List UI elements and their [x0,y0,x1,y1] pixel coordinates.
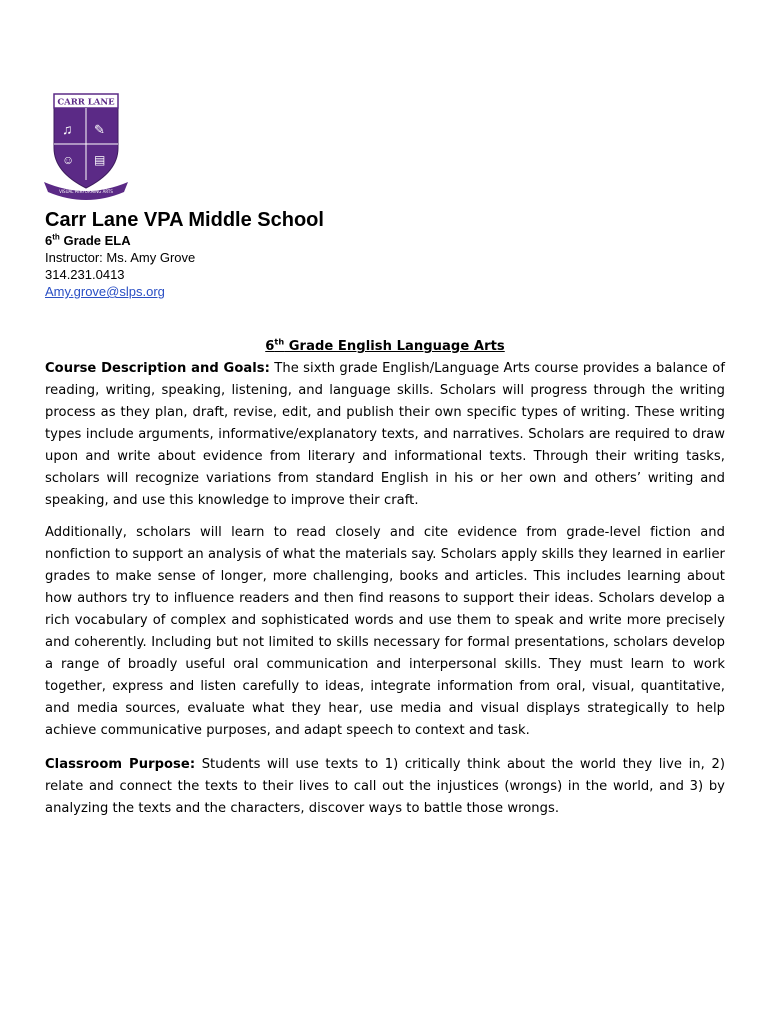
additional-paragraph: Additionally, scholars will learn to read closely and cite evidence from grade-level fiction and nonfiction to support an analysis of what the materials say. Scholars apply skills they learned in earlier grades to make sense of longer, more challenging, books and articles. This includes learning about how authors try to influence readers and then find reasons to support their ideas. Scholars develop a rich vocabulary of complex and sophisticated words and use them to speak and write more precisely and coherently. Including but not limited to skills necessary for formal presentations, scholars develop a range of broadly useful oral communication and interpersonal skills. They must learn to work together, express and listen carefully to ideas, integrate information from oral, visual, quantitative, and media sources, evaluate what they hear, use media and visual displays strategically to help achieve communicative purposes, and adapt speech to context and task. [45,525,725,738]
school-crest-logo [40,90,132,200]
crest-motto: VISUAL PERFORMING ARTS [59,189,113,194]
document-title: 6th Grade English Language Arts [265,336,505,354]
instructor-name: Instructor: Ms. Amy Grove [45,250,196,265]
theater-masks-icon: ☺ [62,153,75,167]
document-header [45,208,685,300]
course-description-label: Course Description and Goals: [45,361,270,376]
crest-name: CARR LANE [57,97,115,108]
phone-number: 314.231.0413 [45,267,125,282]
paintbrush-icon: ✎ [94,122,105,137]
book-icon: ▤ [94,153,106,167]
grade-level: 6th Grade ELA [45,232,131,248]
syllabus-body [45,336,725,820]
classroom-purpose-label: Classroom Purpose: [45,757,196,772]
school-name: Carr Lane VPA Middle School [45,209,324,231]
course-description-paragraph: Course Description and Goals: The sixth grade English/Language Arts course provides a balance of reading, writing, speaking, listening, and language skills. Scholars will progress through the writing process as they plan, draft, revise, edit, and publish their own specific types of writing. These writing types include arguments, informative/explanatory texts, and narratives. Scholars are required to draw upon and write about evidence from literary and informational texts. Through their writing tasks, scholars will recognize variations from standard English in his or her own and others’ writing and speaking, and use this knowledge to improve their craft. [45,361,725,508]
classroom-purpose-paragraph: Classroom Purpose: Students will use texts to 1) critically think about the world they live in, 2) relate and connect the texts to their lives to call out the injustices (wrongs) in the world, and 3) by analyzing the texts and the characters, discover ways to battle those wrongs. [45,757,725,816]
email-link[interactable]: Amy.grove@slps.org [45,284,165,299]
music-note-icon: ♫ [62,121,73,137]
